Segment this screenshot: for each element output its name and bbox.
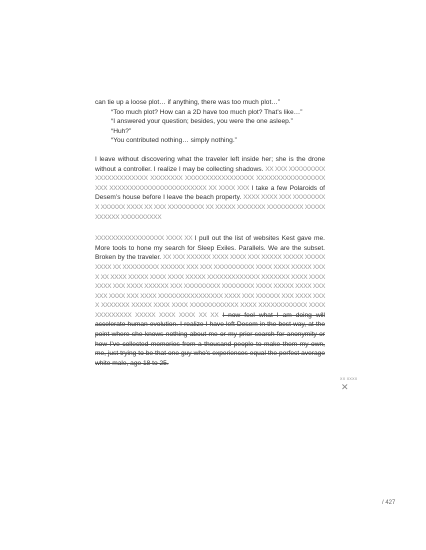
redacted-x-text: XX XXX XXXXXXXXXXXXXXXXXXXXXX XXXXXXXX XXXXXXXXXXXXXXXXX XXXXXXXXXXXXXXXXXXXX XXXXXXXXXXXXXXXXXXXXXXXX XX XXXX XXX (95, 165, 325, 192)
redacted-x-text: XXXXXXXXXXXXXXXXX XXXX XX (95, 235, 193, 243)
body-text (95, 98, 325, 368)
redacted-x-text: XX XXX XXXXXX XXXX XXXX XXX XXXXX XXXXX XXXXX XXXX XX XXXXXXXXX XXXXXX XXX XXX XXXXXXXXXX XXXX XXXX XXXXX XXXX XX XXXX XXXXX XXXX XXXX XXXXX XXXXXXXXXXXXX XXXXXXX XXXX XXXX XXXX XXX XXXX XXXXXX XXX XXXXXXXXX XXXXXXXX XXXX XXXXX XXXX XXX XXX XXXX XXX XXXX XXXXXXXXXXXXXXXX XXXX XXX XXXXXX XXX XXXX XXXX XXXXXXX XXXXX XXXX XXXX XXXXXXXXXXXX XXXX XXXXXXXXXXXX XXXX XXXXXXXXX XXXXX XXXX XXXX XX XX (95, 254, 325, 319)
dialogue-line: “Huh?” (111, 127, 132, 135)
paragraph-text: I take a few Polaroids of Desem’s house before I leave the beach property. (95, 184, 325, 202)
dialogue-line: “Too much plot? How can a 2D have too much plot? That’s like…” (111, 108, 303, 116)
paragraph-shadows (95, 155, 325, 222)
redacted-x-text: XXXX XXXX XXX XXXXXXXXX XXXXXX XXXX XX XXX XXXXXXXXX XX XXXXX XXXXXXX XXXXXXXXX XXXXXXXXXXX XXXXXXXXXX (95, 194, 326, 221)
paragraph-text: I pull out the list of websites Kest gave me. More tools to hone my search for Sleep Exiles. Parallels. We are the subset. Broken by the traveler. (95, 235, 325, 262)
page-number: / 427 (382, 500, 396, 506)
margin-x-mark: ✕ (341, 382, 349, 392)
dialogue-line: “I answered your question; besides, you were the one asleep.” (111, 118, 293, 126)
dialogue-lead: can tie up a loose plot… if anything, there was too much plot…” (95, 99, 281, 106)
paragraph-websites (95, 234, 325, 368)
dialogue-line: “You contributed nothing… simply nothing.” (111, 137, 237, 145)
margin-note: XX XXXX (340, 377, 358, 381)
struck-paragraph-text: I now feel what I am doing will accelerate human evolution. I realize I have left Desem in the best way, at the point where she knows nothing about me or my prior search for anonymity or how I’ve collected memories from a thousand people to make them my own, me, just trying to be that one guy who’s experiences equal the perfect average white male, age 18 to 25. (95, 311, 325, 367)
paragraph-text: I leave without discovering what the traveler left inside her; she is the drone without a controller. I realize I may be collecting shadows. (95, 155, 325, 173)
